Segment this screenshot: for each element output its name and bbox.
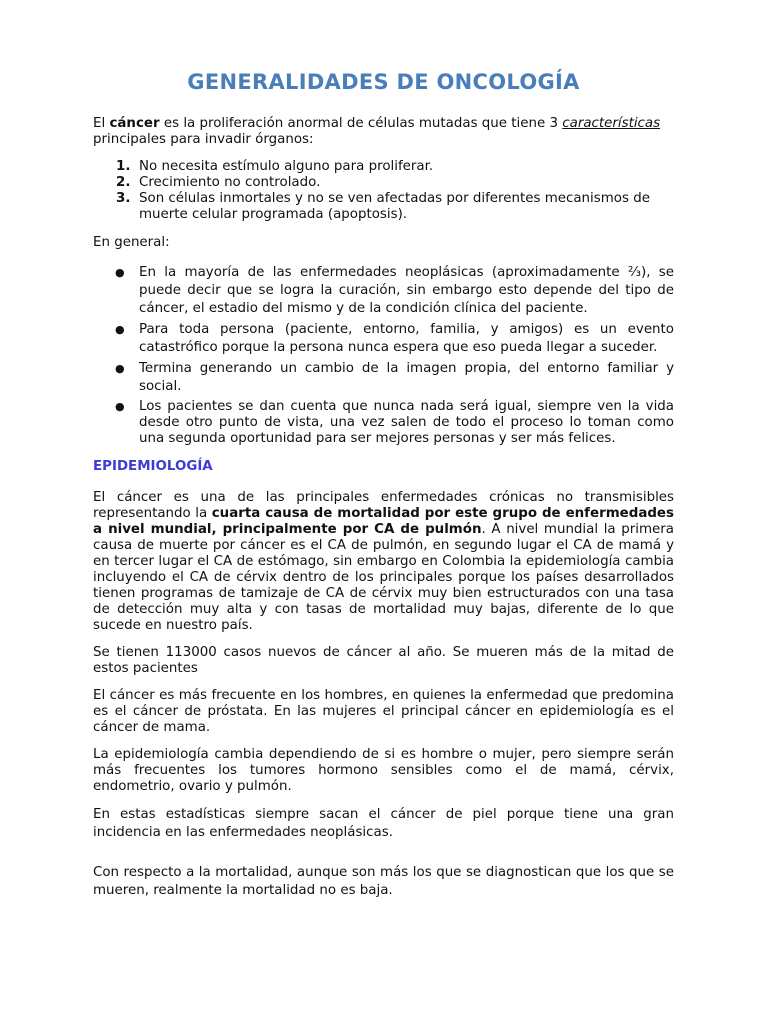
intro-bold-term: cáncer xyxy=(109,116,160,131)
list-item xyxy=(93,360,674,396)
bullet-icon: ● xyxy=(115,266,125,279)
list-number: 1. xyxy=(116,159,131,174)
intro-paragraph xyxy=(93,116,674,148)
epidemiology-paragraph-5: En estas estadísticas siempre sacan el cáncer de piel porque tiene una gran incidencia en las enfermedades neoplásicas. xyxy=(93,807,674,840)
list-item xyxy=(93,399,674,447)
list-text: Crecimiento no controlado. xyxy=(139,175,321,190)
features-list xyxy=(93,159,674,223)
epi-p1-post: . A nivel mundial la primera causa de muerte por cáncer es el CA de pulmón, en segundo lugar el CA de mamá y en tercer lugar el CA de estómago, sin embargo en Colombia la epidemiología cambia incluyendo el CA de cérvix dentro de los principales porque los países desarrollados tienen programas de tamizaje de CA de cérvix muy bien estructurados con una tasa de detección muy alta y con tasas de mortalidad muy bajas, diferente de lo que sucede en nuestro país. xyxy=(93,522,674,633)
bullet-icon: ● xyxy=(115,323,125,336)
list-item xyxy=(93,191,674,223)
section-heading-epidemiologia: EPIDEMIOLOGÍA xyxy=(93,459,213,474)
epi-p1-bold: cuarta causa de mortalidad por este grupo de enfermedades a nivel mundial, principalmente por CA de pulmón xyxy=(93,506,674,537)
intro-pre: El xyxy=(93,116,110,131)
list-text: Termina generando un cambio de la imagen propia, del entorno familiar y social. xyxy=(139,361,674,394)
list-text: Los pacientes se dan cuenta que nunca nada será igual, siempre ven la vida desde otro punto de vista, una vez salen de todo el proceso lo toman como una segunda oportunidad para ser mejores personas y ser más felices. xyxy=(139,399,674,446)
list-number: 2. xyxy=(116,175,131,190)
general-label: En general: xyxy=(93,235,170,250)
intro-mid: es la proliferación anormal de células mutadas que tiene 3 xyxy=(159,116,563,131)
epi-p1-pre: El cáncer es una de las principales enfermedades crónicas no transmisibles representando la xyxy=(93,490,674,521)
list-item xyxy=(93,159,674,175)
epidemiology-paragraph-3: El cáncer es más frecuente en los hombres, en quienes la enfermedad que predomina es el cáncer de próstata. En las mujeres el principal cáncer en epidemiología es el cáncer de mama. xyxy=(93,688,674,735)
epidemiology-paragraph-6: Con respecto a la mortalidad, aunque son más los que se diagnostican que los que se mueren, realmente la mortalidad no es baja. xyxy=(93,865,674,898)
epidemiology-paragraph-1 xyxy=(93,490,674,634)
list-number: 3. xyxy=(116,191,131,206)
general-bullet-list xyxy=(93,264,674,447)
list-text: En la mayoría de las enfermedades neoplásicas (aproximadamente ⅔), se puede decir que se logra la curación, sin embargo esto depende del tipo de cáncer, el estadio del mismo y de la condición clínica del paciente. xyxy=(139,265,674,316)
document-page xyxy=(93,66,674,911)
list-item xyxy=(93,321,674,357)
list-text: No necesita estímulo alguno para proliferar. xyxy=(139,159,434,174)
list-item xyxy=(93,264,674,318)
document-title: GENERALIDADES DE ONCOLOGÍA xyxy=(187,70,580,94)
bullet-icon: ● xyxy=(115,400,125,413)
bullet-icon: ● xyxy=(115,362,125,375)
list-text: Son células inmortales y no se ven afectadas por diferentes mecanismos de muerte celular programada (apoptosis). xyxy=(139,191,650,222)
intro-italic-term: características xyxy=(562,116,661,131)
list-item xyxy=(93,175,674,191)
list-text: Para toda persona (paciente, entorno, familia, y amigos) es un evento catastrófico porque la persona nunca espera que eso pueda llegar a suceder. xyxy=(139,322,674,355)
epidemiology-paragraph-4: La epidemiología cambia dependiendo de si es hombre o mujer, pero siempre serán más frecuentes los tumores hormono sensibles como el de mamá, cérvix, endometrio, ovario y pulmón. xyxy=(93,747,674,794)
epidemiology-paragraph-2: Se tienen 113000 casos nuevos de cáncer al año. Se mueren más de la mitad de estos pacientes xyxy=(93,645,674,676)
intro-post: principales para invadir órganos: xyxy=(93,132,314,147)
